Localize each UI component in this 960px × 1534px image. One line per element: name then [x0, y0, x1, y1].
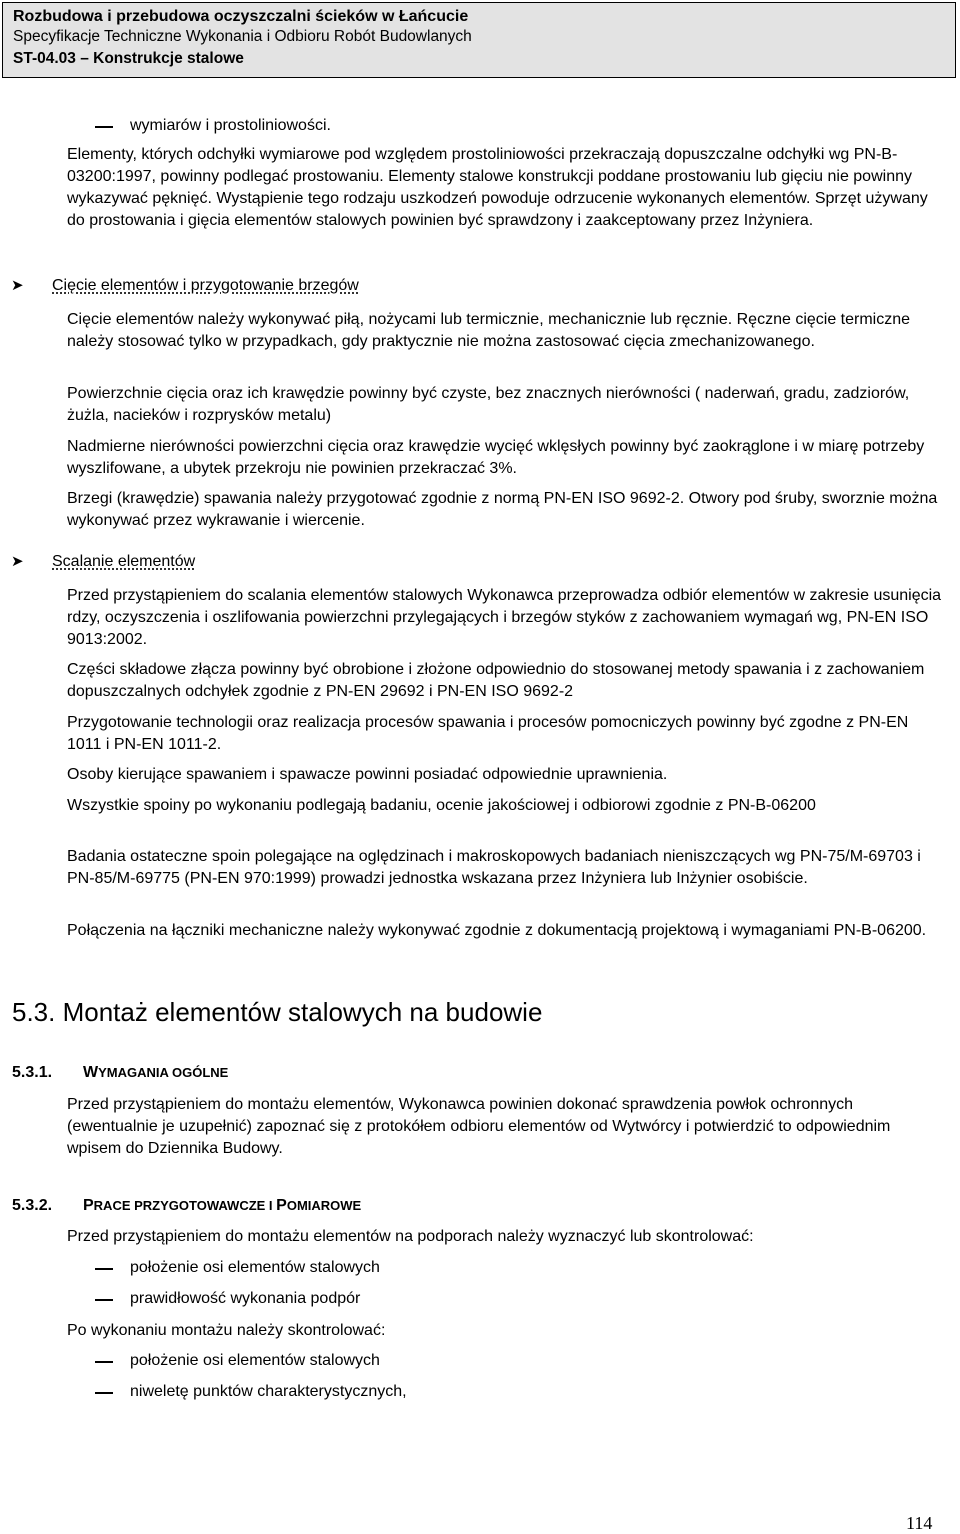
- list-dash: [95, 1299, 113, 1301]
- intro-paragraph: Elementy, których odchyłki wymiarowe pod względem prostoliniowości przekraczają dopuszczalne odchyłki wg PN-B-03200:1997, powinny podlegać prostowaniu. Elementy stalowe konstrukcji poddane prostowaniu lub gięciu nie powinny wykazywać pęknięć. Wystąpienie tego rodzaju uszkodzeń powoduje odrzucenie wykonanych elementów. Sprzęt używany do prostowania i gięcia elementów stalowych powinien być sprawdzony i zaakceptowany przez Inżyniera.: [67, 146, 928, 229]
- page-number: 114: [906, 1513, 933, 1533]
- list-item: położenie osi elementów stalowych: [130, 1352, 380, 1369]
- list-item: niweletę punktów charakterystycznych,: [130, 1383, 407, 1400]
- arrow-bullet-icon: ➤: [11, 553, 24, 570]
- section-number-5-3-2: 5.3.2.: [12, 1197, 53, 1214]
- list-dash: [95, 126, 113, 128]
- header-project-title: Rozbudowa i przebudowa oczyszczalni ścieków w Łańcucie: [13, 8, 469, 25]
- paragraph: Wszystkie spoiny po wykonaniu podlegają badaniu, ocenie jakościowej i odbiorowi zgodnie z PN-B-06200: [67, 797, 816, 814]
- paragraph: Po wykonaniu montażu należy skontrolować:: [67, 1322, 386, 1339]
- section-number-5-3-1: 5.3.1.: [12, 1064, 53, 1081]
- paragraph: Cięcie elementów należy wykonywać piłą, nożycami lub termicznie, mechanicznie lub ręcznie. Ręczne cięcie termiczne należy stosować tylko w przypadkach, gdy praktycznie nie można zastosować cięcia zmechanizowanego.: [67, 311, 911, 350]
- paragraph: Przed przystąpieniem do scalania elementów stalowych Wykonawca przeprowadza odbiór elementów w zakresie usunięcia rdzy, oczyszczenia i oszlifowania powierzchni przylegających i brzegów styków z zachowaniem wymagań wg, PN-EN ISO 9013:2002.: [67, 587, 942, 648]
- subsection-title-cutting: Cięcie elementów i przygotowanie brzegów: [52, 277, 359, 294]
- paragraph: Brzegi (krawędzie) spawania należy przygotować zgodnie z normą PN-EN ISO 9692-2. Otwory pod śruby, sworznie można wykonywać przez wykrawanie i wiercenie.: [67, 490, 938, 529]
- paragraph: Powierzchnie cięcia oraz ich krawędzie powinny być czyste, bez znacznych nierówności ( naderwań, gradu, zadziorów, żużla, nacieków i rozprysków metalu): [67, 385, 910, 424]
- paragraph: Osoby kierujące spawaniem i spawacze powinni posiadać odpowiednie uprawnienia.: [67, 766, 668, 783]
- header-spec-title: Specyfikacje Techniczne Wykonania i Odbioru Robót Budowlanych: [13, 28, 472, 45]
- list-dash: [95, 1361, 113, 1363]
- header-section-title: ST-04.03 – Konstrukcje stalowe: [13, 50, 244, 67]
- list-dash: [95, 1268, 113, 1270]
- paragraph: Przygotowanie technologii oraz realizacja procesów spawania i procesów pomocniczych powinny być zgodne z PN-EN 1011 i PN-EN 1011-2.: [67, 714, 909, 753]
- paragraph: Przed przystąpieniem do montażu elementów, Wykonawca powinien dokonać sprawdzenia powłok ochronnych (ewentualnie je uzupełnić) zapoznać się z protokółem odbioru elementów od Wytwórcy i potwierdzić to odpowiednim wpisem do Dziennika Budowy.: [67, 1096, 891, 1157]
- list-item: wymiarów i prostoliniowości.: [130, 117, 331, 134]
- section-heading-5-3: 5.3. Montaż elementów stalowych na budowie: [12, 997, 543, 1027]
- paragraph: Połączenia na łączniki mechaniczne należy wykonywać zgodnie z dokumentacją projektową i wymaganiami PN-B-06200.: [67, 922, 927, 939]
- document-header: [2, 2, 956, 78]
- paragraph: Badania ostateczne spoin polegające na oględzinach i makroskopowych badaniach nieniszczących wg PN-75/M-69703 i PN-85/M-69775 (PN-EN 970:1999) prowadzi jednostka wskazana przez Inżyniera lub Inżynier osobiście.: [67, 848, 921, 887]
- section-heading-5-3-2: PRACE PRZYGOTOWAWCZE I POMIAROWE: [83, 1197, 362, 1214]
- list-dash: [95, 1392, 113, 1394]
- paragraph: Przed przystąpieniem do montażu elementów na podporach należy wyznaczyć lub skontrolować:: [67, 1228, 754, 1245]
- arrow-bullet-icon: ➤: [11, 277, 24, 294]
- paragraph: Części składowe złącza powinny być obrobione i złożone odpowiednio do stosowanej metody spawania i z zachowaniem dopuszczalnych odchyłek zgodnie z PN-EN 29692 i PN-EN ISO 9692-2: [67, 661, 925, 700]
- paragraph: Nadmierne nierówności powierzchni cięcia oraz krawędzie wycięć wklęsłych powinny być zaokrąglone i w miarę potrzeby wyszlifowane, a ubytek przekroju nie powinien przekraczać 3%.: [67, 438, 925, 477]
- subsection-title-assembly: Scalanie elementów: [52, 553, 196, 570]
- list-item: prawidłowość wykonania podpór: [130, 1290, 361, 1307]
- section-heading-5-3-1: WYMAGANIA OGÓLNE: [83, 1064, 229, 1081]
- list-item: położenie osi elementów stalowych: [130, 1259, 380, 1276]
